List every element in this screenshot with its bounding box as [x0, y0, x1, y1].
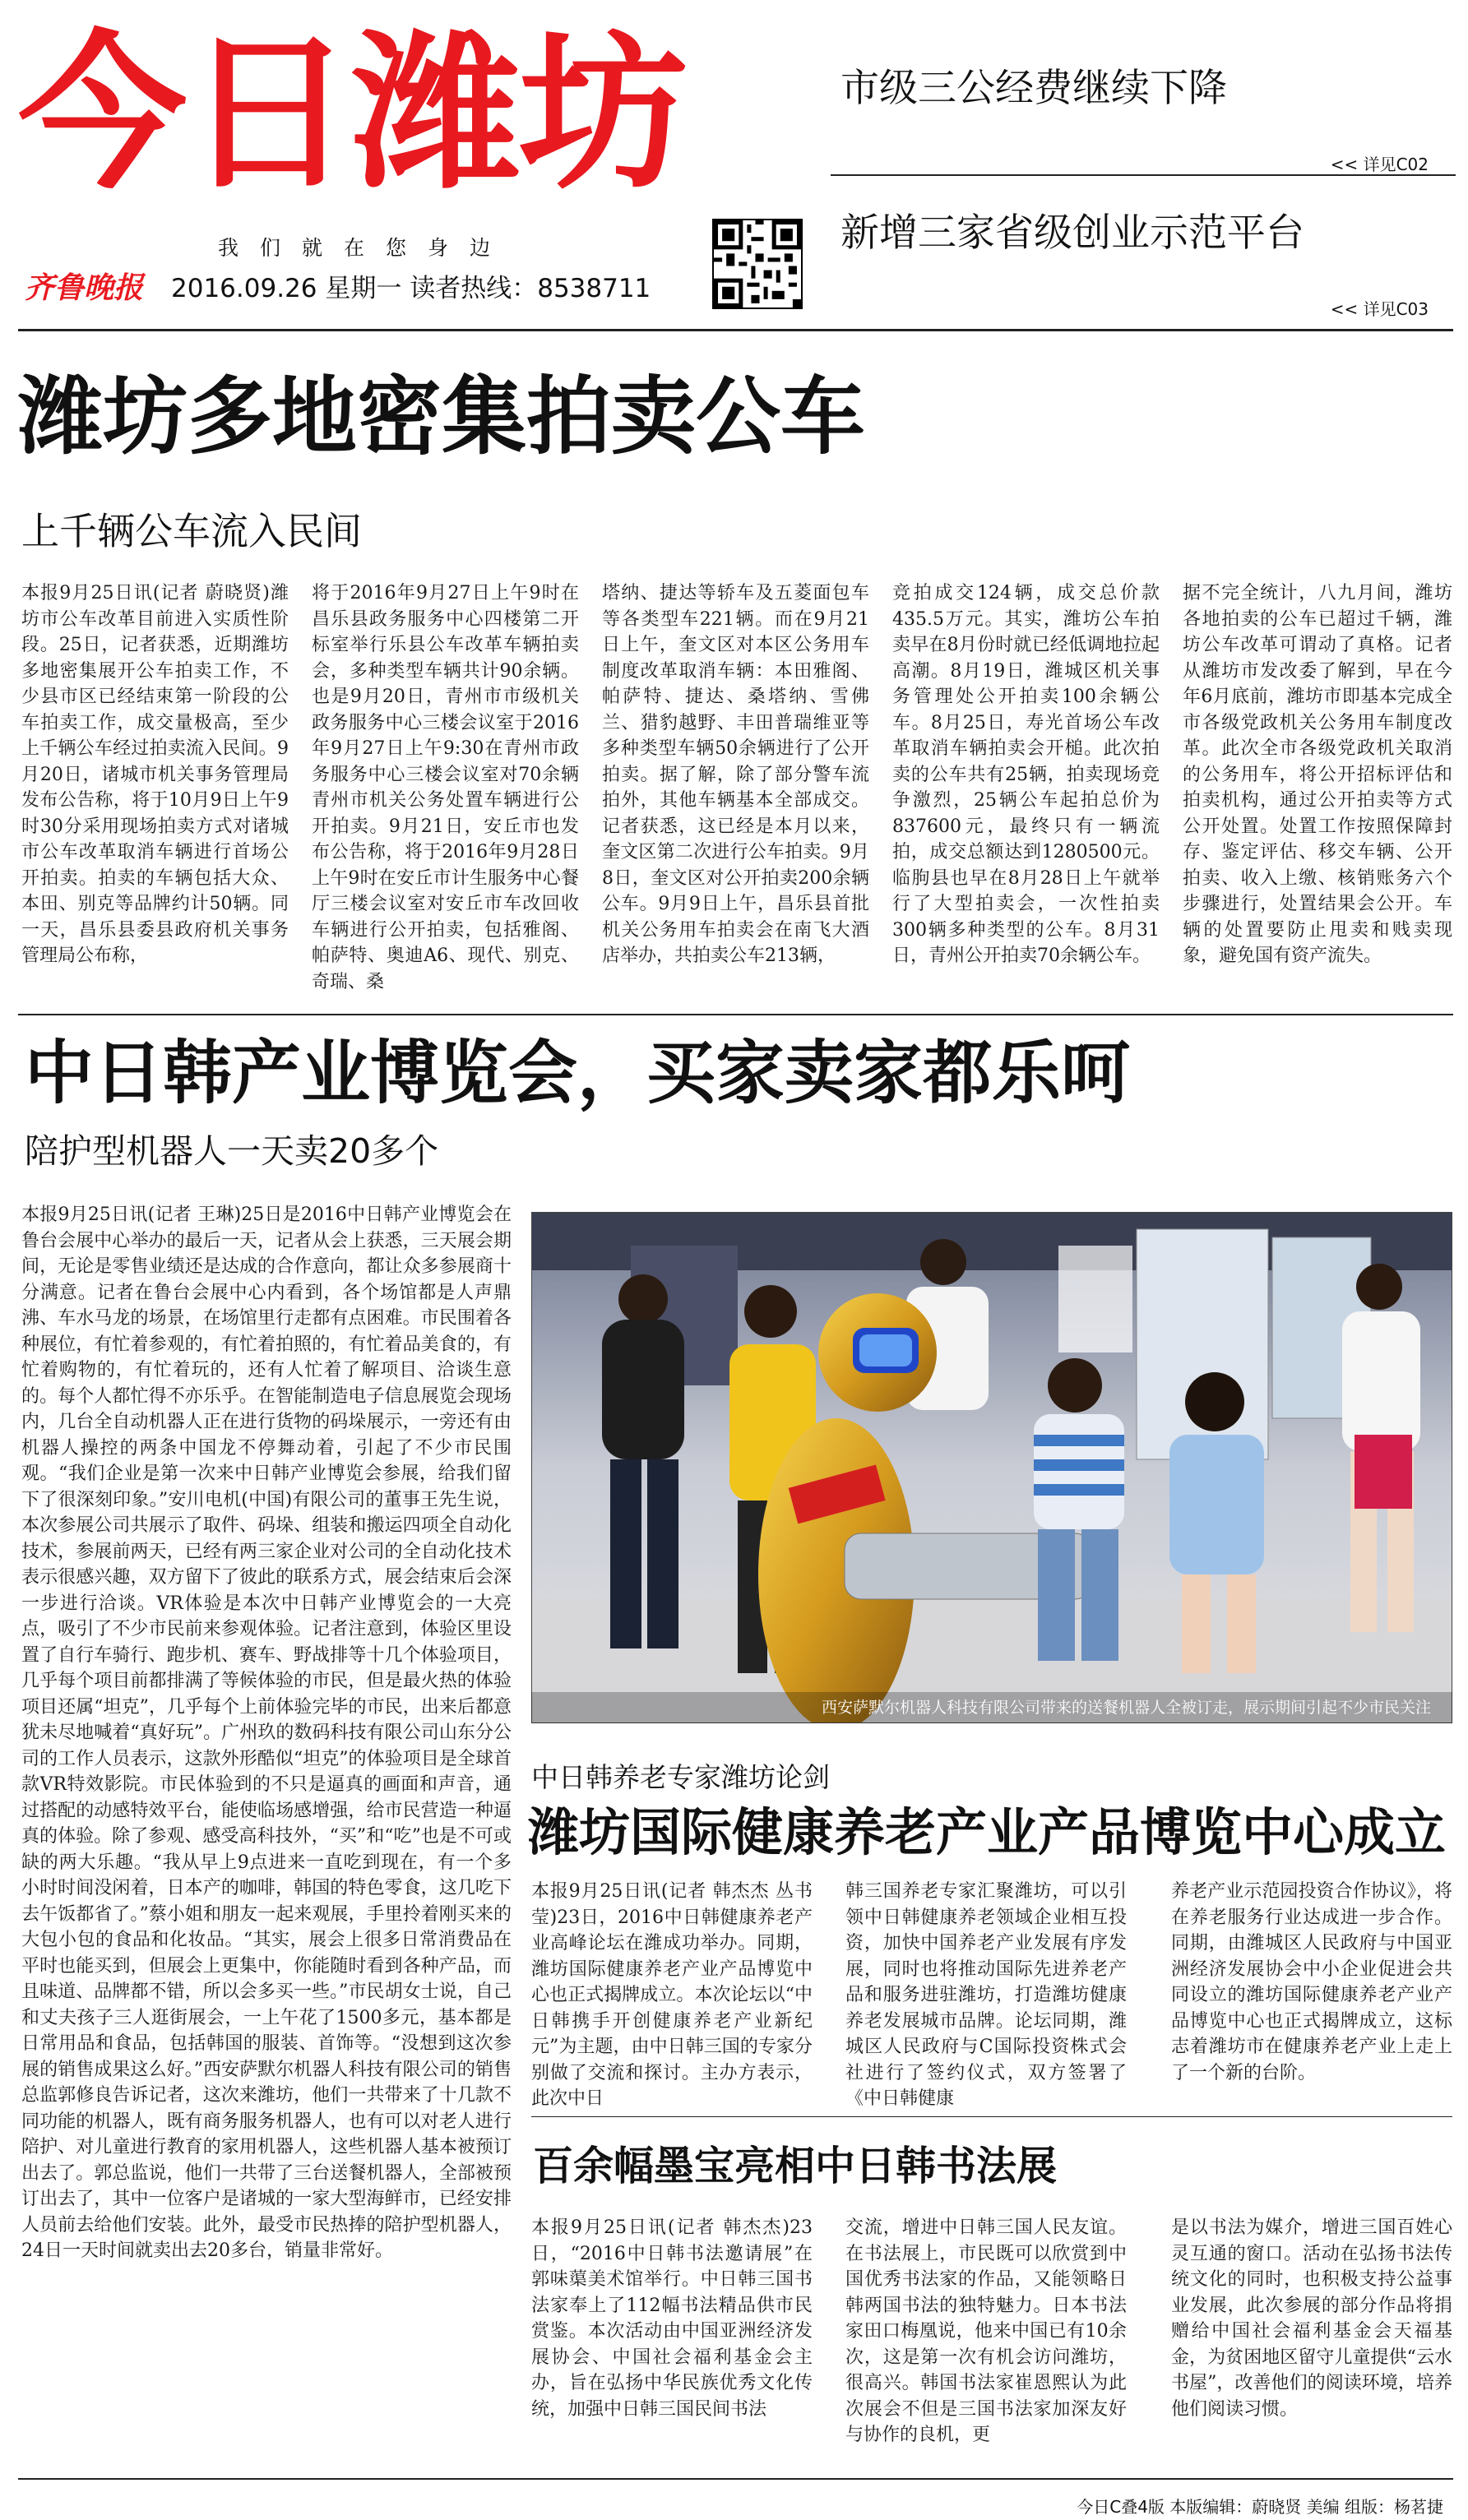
masthead-slogan: 我们就在您身边 [218, 236, 512, 260]
story1-col-1: 本报9月25日讯(记者 蔚晓贤)潍坊市公车改革目前进入实质性阶段。25日，记者获悉，近期潍坊多地密集展开公车拍卖工作，不少县市区已经结束第一阶段的公车拍卖工作，成交量极高，至少上千辆公车经过拍卖流入民间。9月20日，诸城市机关事务管理局发布公告称，将于10月9日上午9时30分采用现场拍卖方式对诸城市公车改革取消车辆进行首场公开拍卖。拍卖的车辆包括大众、本田、别克等品牌约计50辆。同一天，昌乐县委县政府机关事务管理局公布称， [21, 583, 289, 966]
teaser-ref-2[interactable]: << 详见C03 [1330, 299, 1429, 319]
teaser-headline-2[interactable]: 新增三家省级创业示范平台 [841, 210, 1304, 256]
masthead-logo: 今日潍坊 [18, 16, 686, 212]
story3-col-2: 韩三国养老专家汇聚潍坊，可以引领中日韩健康养老领域企业相互投资，加快中国养老产业发展有序发展，同时也将推动国际先进养老产品和服务进驻潍坊，打造潍坊健康养老发展城市品牌。论坛同期，潍城区人民政府与C国际投资株式会社进行了签约仪式，双方签署了《中日韩健康 [845, 1881, 1127, 2109]
story2-headline: 中日韩产业博览会，买家卖家都乐呵 [25, 1033, 1131, 1113]
story3-col-1: 本报9月25日讯(记者 韩杰杰 丛书莹)23日，2016中日韩健康养老产业高峰论坛在潍成功举办。同期，潍坊国际健康养老产业产品博览中心也正式揭牌成立。本次论坛以“中日韩携手开创健康养老产业新纪元”为主题，由中日韩三国的专家分别做了交流和探讨。主办方表示，此次中日 [531, 1881, 813, 2109]
story1-col-3: 塔纳、捷达等轿车及五菱面包车等各类型车221辆。而在9月21日上午，奎文区对本区公务用车制度改革取消车辆：本田雅阁、帕萨特、捷达、桑塔纳、雪佛兰、猎豹越野、丰田普瑞维亚等多种类型车辆50余辆进行了公开拍卖。据了解，除了部分警车流拍外，其他车辆基本全部成交。记者获悉，这已经是本月以来，奎文区第二次进行公车拍卖。9月8日，奎文区对公开拍卖200余辆公车。9月9日上午，昌乐县首批机关公务用车拍卖会在南飞大酒店举办，共拍卖公车213辆， [602, 583, 869, 966]
story1-col-2: 将于2016年9月27日上午9时在昌乐县政务服务中心四楼第二开标室举行乐县公车改革车辆拍卖会，多种类型车辆共计90余辆。也是9月20日，青州市市级机关政务服务中心三楼会议室于2016年9月27日上午9:30在青州市政务服务中心三楼会议室对70余辆青州市机关公务处置车辆进行公开拍卖。9月21日，安丘市也发布公告称，将于2016年9月28日上午9时在安丘市计生服务中心餐厅三楼会议室对安丘市车改回收车辆进行公开拍卖，包括雅阁、帕萨特、奥迪A6、现代、别克、奇瑞、桑 [312, 583, 579, 992]
story1-headline: 潍坊多地密集拍卖公车 [18, 368, 865, 466]
story3-headline: 潍坊国际健康养老产业产品博览中心成立 [528, 1802, 1447, 1862]
story4-headline: 百余幅墨宝亮相中日韩书法展 [533, 2143, 1058, 2189]
story1-subheadline: 上千辆公车流入民间 [21, 509, 362, 553]
story3-kicker: 中日韩养老专家潍坊论剑 [531, 1761, 830, 1793]
story1-col-5: 据不完全统计，八九月间，潍坊各地拍卖的公车已超过千辆，潍坊公车改革可谓动了真格。记者从潍坊市发改委了解到，早在今年6月底前，潍坊市即基本完成全市各级党政机关公务用车制度改革。此次全市各级党政机关取消的公务用车，将公开招标评估和拍卖机构，通过公开拍卖等方式公开处置。处置工作按照保障封存、鉴定评估、移交车辆、公开拍卖、收入上缴、核销账务六个步骤进行，处置结果会公开。车辆的处置要防止甩卖和贱卖现象，避免国有资产流失。 [1183, 583, 1452, 966]
page-footer: 今日C叠4版 本版编辑：蔚晓贤 美编 组版：杨茗捷 [1077, 2497, 1443, 2517]
story2-body: 本报9月25日讯(记者 王琳)25日是2016中日韩产业博览会在鲁台会展中心举办的最后一天，记者从会上获悉，三天展会期间，无论是零售业绩还是达成的合作意向，都让众多参展商十分满意。记者在鲁台会展中心内看到，各个场馆都是人声鼎沸、车水马龙的场景，在场馆里行走都有点困难。市民围着各种展位，有忙着参观的，有忙着拍照的，有忙着品美食的，有忙着购物的，有忙着玩的，还有人忙着了解项目、洽谈生意的。每个人都忙得不亦乐乎。在智能制造电子信息展览会现场内，几台全自动机器人正在进行货物的码垛展示，一旁还有由机器人操控的两条中国龙不停舞动着，引起了不少市民围观。“我们企业是第一次来中日韩产业博览会参展，给我们留下了很深刻印象。”安川电机(中国)有限公司的董事王先生说，本次参展公司共展示了取件、码垛、组装和搬运四项全自动化技术，参展前两天，已经有两三家企业对公司的全自动化技术表示很感兴趣，双方留下了彼此的联系方式，展会结束后会深一步进行洽谈。VR体验是本次中日韩产业博览会的一大亮点，吸引了不少市民前来参观体验。记者注意到，体验区里设置了自行车骑行、跑步机、赛车、野战排等十几个体验项目，几乎每个项目前都排满了等候体验的市民，但是最火热的体验项目还属“坦克”，几乎每个上前体验完毕的市民，出来后都意犹未尽地喊着“真好玩”。广州玖的数码科技有限公司山东分公司的工作人员表示，这款外形酷似“坦克”的体验项目是全球首款VR特效影院。市民体验到的不只是逼真的画面和声音，通过搭配的动感特效平台，能使临场感增强，给市民营造一种逼真的体验。除了参观、感受高科技外，“买”和“吃”也是不可或缺的两大乐趣。“我从早上9点进来一直吃到现在，有一个多小时时间没闲着，日本产的咖啡，韩国的特色零食，这几吃下去午饭都省了。”蔡小姐和朋友一起来观展，手里拎着刚买来的大包小包的食品和化妆品。“其实，展会上很多日常消费品在平时也能买到，但展会上更集中，你能随时看到各种产品，而且味道、品牌都不错，所以会多买一些。”市民胡女士说，自己和丈夫孩子三人逛街展会，一上午花了1500多元，基本都是日常用品和食品，包括韩国的服装、首饰等。“没想到这次参展的销售成果这么好。”西安萨默尔机器人科技有限公司的销售总监郭修良告诉记者，这次来潍坊，他们一共带来了十几款不同功能的机器人，既有商务服务机器人，也有可以对老人进行陪护、对儿童进行教育的家用机器人，这些机器人基本被预订出去了。郭总监说，他们一共带了三台送餐机器人，全部被预订出去了，其中一位客户是诸城的一家大型海鲜市，已经安排人员前去给他们安装。此外，最受市民热捧的陪护型机器人，24日一天时间就卖出去20多台，销量非常好。 [21, 1205, 512, 2261]
date-line: 2016.09.26 星期一 读者热线：8538711 [171, 274, 651, 303]
publisher-logo: 齐鲁晚报 [25, 270, 144, 305]
photo-caption: 西安萨默尔机器人科技有限公司带来的送餐机器人全被订走，展示期间引起不少市民关注 [531, 1692, 1452, 1723]
story4-col-1: 本报9月25日讯(记者 韩杰杰)23日，“2016中日韩书法邀请展”在郭味蕖美术馆举行。中日韩三国书法家奉上了112幅书法精品供市民赏鉴。本次活动由中国亚洲经济发展协会、中国社会福利基金会主办，旨在弘扬中华民族优秀文化传统，加强中日韩三国民间书法 [531, 2217, 813, 2420]
story2-subheadline: 陪护型机器人一天卖20多个 [25, 1131, 439, 1171]
masthead-brandline [25, 263, 651, 308]
story4-col-2: 交流，增进中日韩三国人民友谊。在书法展上，市民既可以欣赏到中国优秀书法家的作品，又能领略日韩两国书法的独特魅力。日本书法家田口梅凰说，他来中国已有10余次，这是第一次有机会访问潍坊，很高兴。韩国书法家崔恩熙认为此次展会不但是三国书法家加深友好与协作的良机，更 [845, 2217, 1127, 2445]
story1-col-4: 竞拍成交124辆，成交总价款435.5万元。其实，潍坊公车拍卖早在8月份时就已经低调地拉起高潮。8月19日，潍城区机关事务管理处公开拍卖100余辆公车。8月25日，寿光首场公车改革取消车辆拍卖会开槌。此次拍卖的公车共有25辆，拍卖现场竞争激烈，25辆公车起拍总价为837600元，最终只有一辆流拍，成交总额达到1280500元。临朐县也早在8月28日上午就举行了大型拍卖会，一次性拍卖300辆多种类型的公车。8月31日，青州公开拍卖70余辆公车。 [892, 583, 1160, 966]
story3-col-3: 养老产业示范园投资合作协议》，将在养老服务行业达成进一步合作。同期，由潍城区人民政府与中国亚洲经济发展协会中小企业促进会共同设立的潍坊国际健康养老产业产品博览中心也正式揭牌成立，这标志着潍坊市在健康养老产业上走上了一个新的台阶。 [1171, 1881, 1452, 2083]
robot-photo [531, 1212, 1452, 1723]
teaser-ref-1[interactable]: << 详见C02 [1330, 155, 1429, 174]
teaser-headline-1[interactable]: 市级三公经费继续下降 [841, 66, 1227, 111]
qr-code-icon [712, 219, 803, 309]
story4-col-3: 是以书法为媒介，增进三国百姓心灵互通的窗口。活动在弘扬书法传统文化的同时，也积极支持公益事业发展，此次参展的部分作品将捐赠给中国社会福利基金会天福基金，为贫困地区留守儿童提供“云水书屋”，改善他们的阅读环境，培养他们阅读习惯。 [1171, 2217, 1452, 2420]
